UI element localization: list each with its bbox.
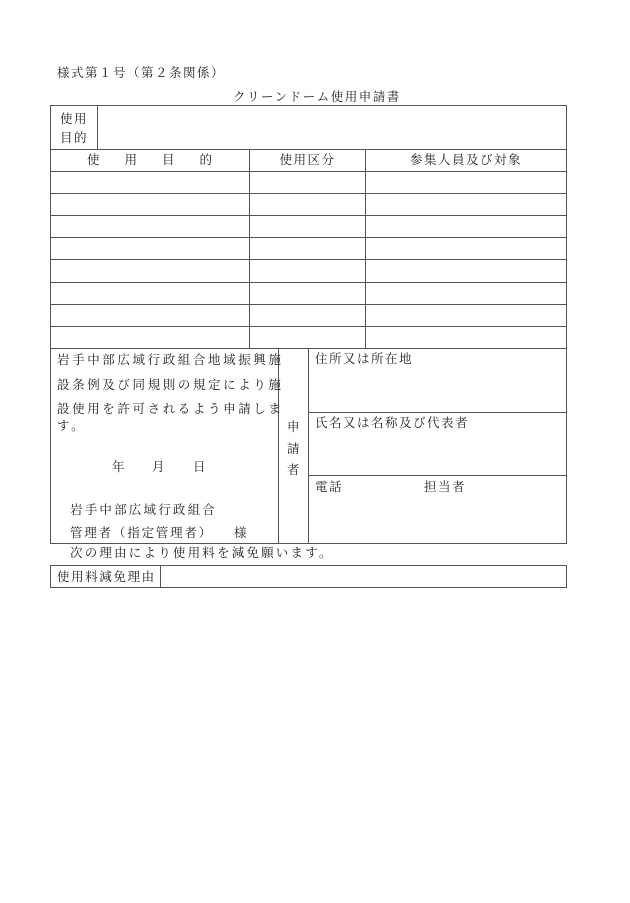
request-statement-line4: す。 (57, 418, 87, 433)
table-cell[interactable] (250, 327, 365, 348)
divider (308, 412, 567, 413)
table-cell[interactable] (51, 283, 249, 304)
address-label: 住所又は所在地 (315, 351, 414, 366)
contact-field[interactable] (420, 498, 565, 542)
table-cell[interactable] (366, 327, 566, 348)
column-header-attendees: 参集人員及び対象 (409, 152, 522, 167)
table-cell[interactable] (51, 305, 249, 326)
table-cell[interactable] (366, 238, 566, 259)
table-cell[interactable] (51, 260, 249, 282)
table-cell[interactable] (366, 260, 566, 282)
table-cell[interactable] (51, 172, 249, 193)
applicant-label-char1: 申 (287, 419, 302, 434)
name-field[interactable] (310, 434, 565, 474)
form-title: クリーンドーム使用申請書 (233, 89, 401, 104)
column-header-purpose: 使 用 目 的 (86, 152, 212, 167)
table-cell[interactable] (51, 216, 249, 237)
recipient-org: 岩手中部広域行政組合 (70, 502, 218, 517)
table-cell[interactable] (250, 283, 365, 304)
phone-field[interactable] (310, 498, 415, 542)
table-cell[interactable] (250, 260, 365, 282)
purpose-label-line1: 使用 (60, 111, 89, 126)
table-cell[interactable] (51, 327, 249, 348)
table-cell[interactable] (250, 238, 365, 259)
column-header-usage-category: 使用区分 (279, 152, 336, 167)
date-day-label: 日 (193, 459, 208, 474)
divider (308, 348, 309, 544)
table-cell[interactable] (366, 283, 566, 304)
table-cell[interactable] (366, 216, 566, 237)
table-cell[interactable] (366, 172, 566, 193)
purpose-label-line2: 目的 (60, 130, 89, 145)
reduction-reason-field[interactable] (161, 566, 566, 587)
request-statement-line1: 岩手中部広域行政組合地域振興施 (57, 352, 284, 367)
table-cell[interactable] (51, 238, 249, 259)
table-cell[interactable] (250, 305, 365, 326)
recipient-title: 管理者（指定管理者） (70, 525, 214, 540)
reduction-note: 次の理由により使用料を減免願います。 (70, 545, 334, 560)
request-statement-line2: 設条例及び同規則の規定により施 (57, 377, 284, 392)
date-year-label: 年 (112, 459, 127, 474)
table-cell[interactable] (51, 194, 249, 215)
table-cell[interactable] (250, 172, 365, 193)
divider (50, 149, 567, 150)
applicant-label-char2: 請 (287, 441, 302, 456)
table-cell[interactable] (366, 194, 566, 215)
form-number: 様式第１号（第２条関係） (57, 65, 226, 80)
applicant-label-char3: 者 (287, 462, 302, 477)
phone-label: 電話 (315, 479, 344, 494)
recipient-honorific: 様 (234, 525, 249, 540)
name-label: 氏名又は名称及び代表者 (315, 415, 470, 430)
table-cell[interactable] (250, 216, 365, 237)
address-field[interactable] (310, 370, 565, 410)
reduction-reason-label: 使用料減免理由 (57, 569, 156, 584)
contact-label: 担当者 (424, 479, 467, 494)
table-cell[interactable] (250, 194, 365, 215)
divider (308, 475, 567, 476)
table-cell[interactable] (366, 305, 566, 326)
request-statement-line3: 設使用を許可されるよう申請しま (57, 401, 284, 416)
purpose-input[interactable] (98, 106, 565, 148)
date-month-label: 月 (152, 459, 167, 474)
